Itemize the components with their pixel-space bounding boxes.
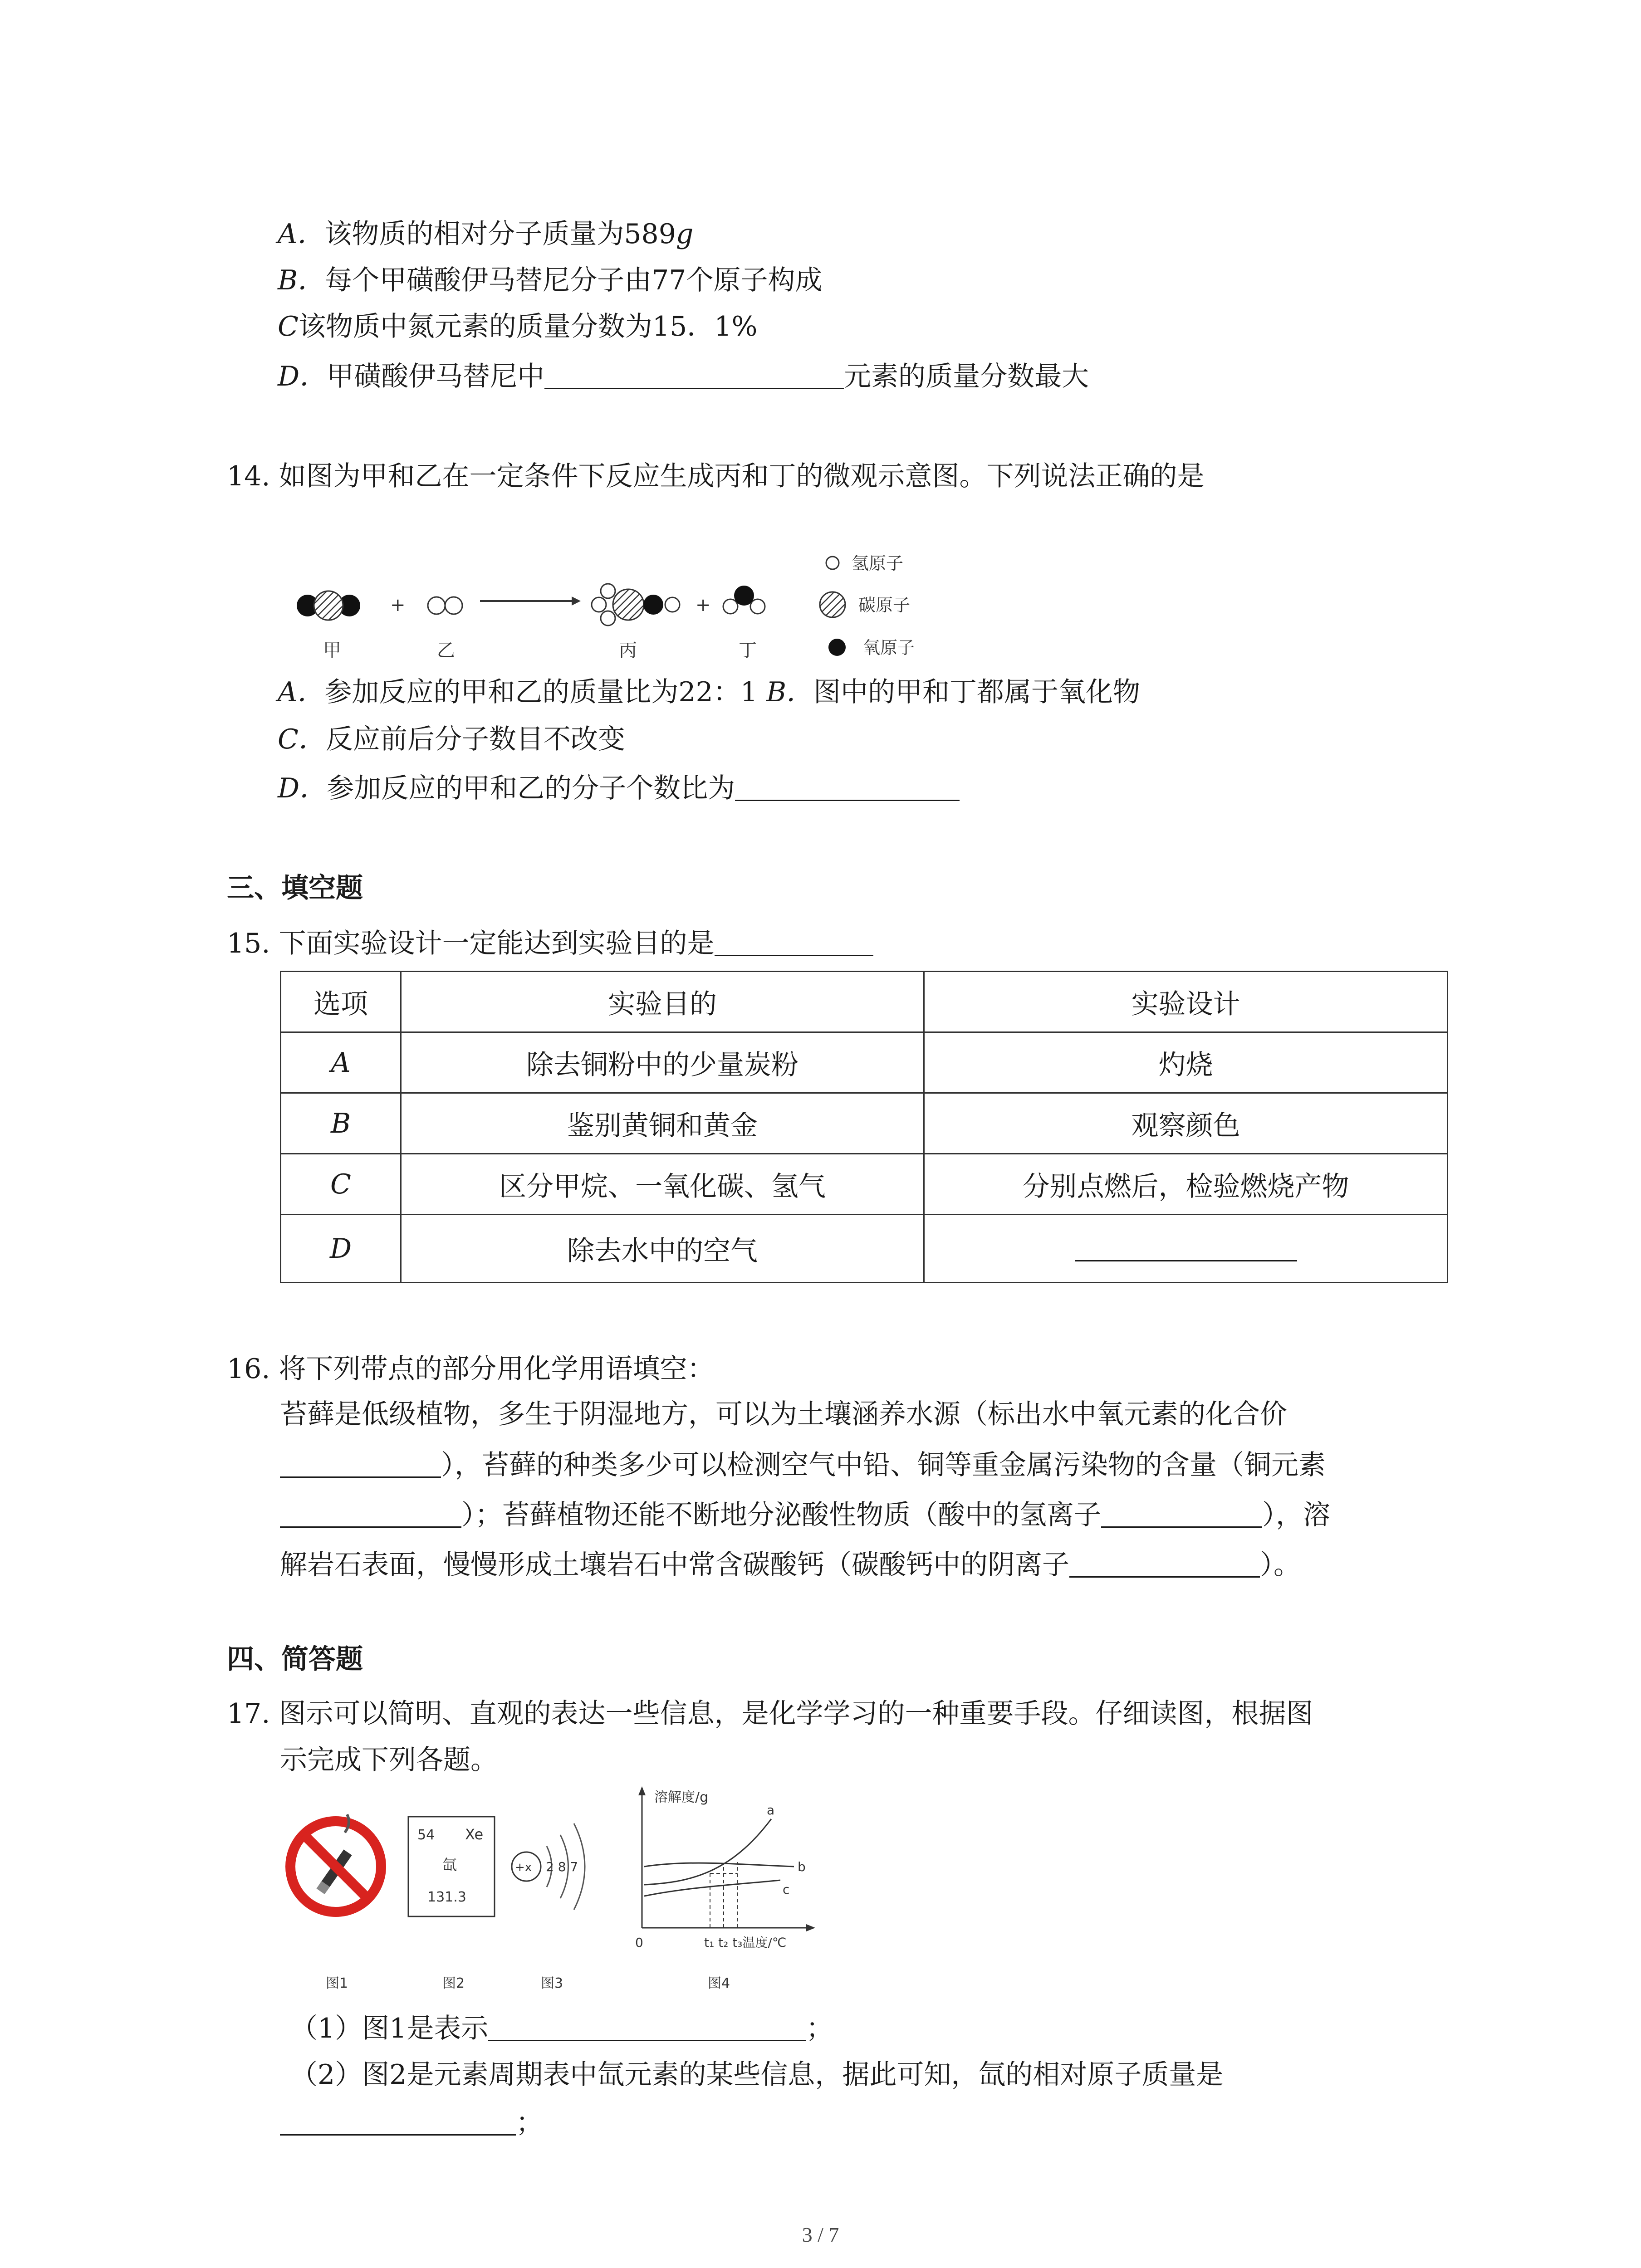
q16-line-1: 苔藓是低级植物，多生于阴湿地方，可以为土壤涵养水源（标出水中氧元素的化合价 <box>280 1398 1287 1430</box>
table-cell: 鉴别黄铜和黄金 <box>401 1093 924 1154</box>
table-header-cell: 实验目的 <box>401 972 924 1032</box>
q16-blank-copper[interactable] <box>280 1499 461 1528</box>
q13-option-d: D．甲磺酸伊马替尼中 元素的质量分数最大 <box>278 361 1089 392</box>
q15-stem: 15. 下面实验设计一定能达到实验目的是 <box>227 925 873 962</box>
y-axis-label: 溶解度/g <box>654 1789 709 1805</box>
table-cell: 分别点燃后，检验燃烧产物 <box>924 1154 1448 1215</box>
caption-fig2: 图2 <box>442 1975 465 1991</box>
table-cell <box>924 1215 1448 1283</box>
table-header-cell: 实验设计 <box>924 972 1448 1032</box>
curve-a-label: a <box>767 1803 775 1818</box>
table-cell: C <box>281 1154 401 1215</box>
q14-stem: 14. 如图为甲和乙在一定条件下反应生成丙和丁的微观示意图。下列说法正确的是 <box>227 460 1205 492</box>
label-jia: 甲 <box>323 640 341 661</box>
no-smoking-icon <box>290 1814 381 1912</box>
caption-fig3: 图3 <box>541 1975 563 1991</box>
caption-fig1: 图1 <box>326 1975 348 1991</box>
legend-carbon: 碳原子 <box>858 595 911 615</box>
element-atomic-mass: 131.3 <box>427 1889 466 1905</box>
q16-blank-anion[interactable] <box>1069 1549 1260 1578</box>
q15-design-blank[interactable] <box>1075 1233 1297 1261</box>
table-cell: 区分甲烷、一氧化碳、氢气 <box>401 1154 924 1215</box>
q14-answer-blank[interactable] <box>735 772 960 801</box>
legend-oxygen: 氧原子 <box>863 638 915 658</box>
atom-structure-diagram <box>512 1823 585 1910</box>
table-cell: 观察颜色 <box>924 1093 1448 1154</box>
q13-option-b: B．每个甲磺酸伊马替尼分子由77个原子构成 <box>278 264 823 296</box>
curve-a <box>644 1819 771 1885</box>
curve-b-label: b <box>798 1859 806 1874</box>
table-cell: 除去铜粉中的少量炭粉 <box>401 1032 924 1093</box>
section-short-answer-title: 四、简答题 <box>227 1643 363 1675</box>
reaction-micro-diagram <box>290 542 953 674</box>
q15-answer-blank[interactable] <box>715 928 873 956</box>
section-fill-blank-title: 三、填空题 <box>227 872 363 904</box>
element-cell-xenon <box>408 1817 495 1916</box>
caption-fig4: 图4 <box>708 1975 730 1991</box>
table-cell: A <box>281 1032 401 1093</box>
electron-shells: 2 8 7 <box>546 1859 578 1874</box>
x-axis-label: t₁ t₂ t₃温度/℃ <box>704 1935 787 1950</box>
q13-option-a: A．该物质的相对分子质量为589g <box>278 218 694 250</box>
q16-line-2: ），苔藓的种类多少可以检测空气中铅、铜等重金属污染物的含量（铜元素 <box>280 1447 1326 1483</box>
table-cell: 除去水中的空气 <box>401 1215 924 1283</box>
q13-answer-blank[interactable] <box>544 361 844 389</box>
q17-stem-line-2: 示完成下列各题。 <box>280 1744 498 1776</box>
table-cell: D <box>281 1215 401 1283</box>
element-name: 氙 <box>442 1856 457 1873</box>
molecule-yi <box>428 597 462 614</box>
label-bing: 丙 <box>619 640 637 661</box>
molecule-bing <box>592 584 680 626</box>
table-header-row <box>281 972 1448 1032</box>
q17-stem-line-1: 17. 图示可以简明、直观的表达一些信息，是化学学习的一种重要手段。仔细读图，根据图 <box>227 1698 1313 1730</box>
q16-line-4: 解岩石表面，慢慢形成土壤岩石中常含碳酸钙（碳酸钙中的阴离子 ）。 <box>280 1549 1301 1581</box>
q16-blank-valence[interactable] <box>280 1449 441 1478</box>
origin-label: 0 <box>635 1935 643 1950</box>
reaction-arrow <box>480 596 581 606</box>
q16-line-3: ）；苔藓植物还能不断地分泌酸性物质（酸中的氢离子 ），溶 <box>280 1497 1330 1533</box>
plus-sign-2: + <box>696 595 711 616</box>
molecule-ding <box>723 586 765 614</box>
table-row <box>281 1032 1448 1093</box>
q16-stem: 16. 将下列带点的部分用化学用语填空： <box>227 1353 715 1385</box>
table-row <box>281 1154 1448 1215</box>
table-cell: B <box>281 1093 401 1154</box>
q13-option-c: C该物质中氮元素的质量分数为15．1% <box>278 311 758 342</box>
atom-legend <box>820 553 915 658</box>
nucleus-charge: +x <box>515 1861 532 1874</box>
molecule-jia <box>297 591 360 620</box>
q17-sub-2: （2）图2是元素周期表中氙元素的某些信息，据此可知，氙的相对原子质量是 <box>290 2059 1224 2091</box>
q14-option-c: C．反应前后分子数目不改变 <box>278 723 625 755</box>
q17-sub-1: （1）图1是表示 ； <box>290 2013 833 2044</box>
q16-blank-hydrogen-ion[interactable] <box>1101 1499 1262 1528</box>
element-atomic-number: 54 <box>417 1827 435 1843</box>
q17-figures <box>281 1783 826 1996</box>
table-header-cell: 选项 <box>281 972 401 1032</box>
table-row <box>281 1093 1448 1154</box>
q17-sub1-blank[interactable] <box>488 2013 806 2041</box>
page-number: 3 / 7 <box>802 2223 839 2246</box>
q14-option-d: D．参加反应的甲和乙的分子个数比为 <box>278 770 960 807</box>
label-ding: 丁 <box>739 640 757 661</box>
q14-option-a-b: A．参加反应的甲和乙的质量比为22：1 B．图中的甲和丁都属于氧化物 <box>278 676 1141 708</box>
legend-hydrogen: 氢原子 <box>852 553 904 573</box>
curve-c-label: c <box>783 1882 790 1897</box>
element-symbol: Xe <box>465 1826 484 1843</box>
q17-sub2-blank[interactable] <box>280 2107 516 2136</box>
table-cell: 灼烧 <box>924 1032 1448 1093</box>
table-row <box>281 1215 1448 1283</box>
plus-sign-1: + <box>390 595 406 616</box>
solubility-chart <box>635 1786 815 1950</box>
q17-sub-2-answer: ； <box>280 2105 543 2141</box>
label-yi: 乙 <box>437 640 455 661</box>
experiment-table <box>280 971 1448 1283</box>
